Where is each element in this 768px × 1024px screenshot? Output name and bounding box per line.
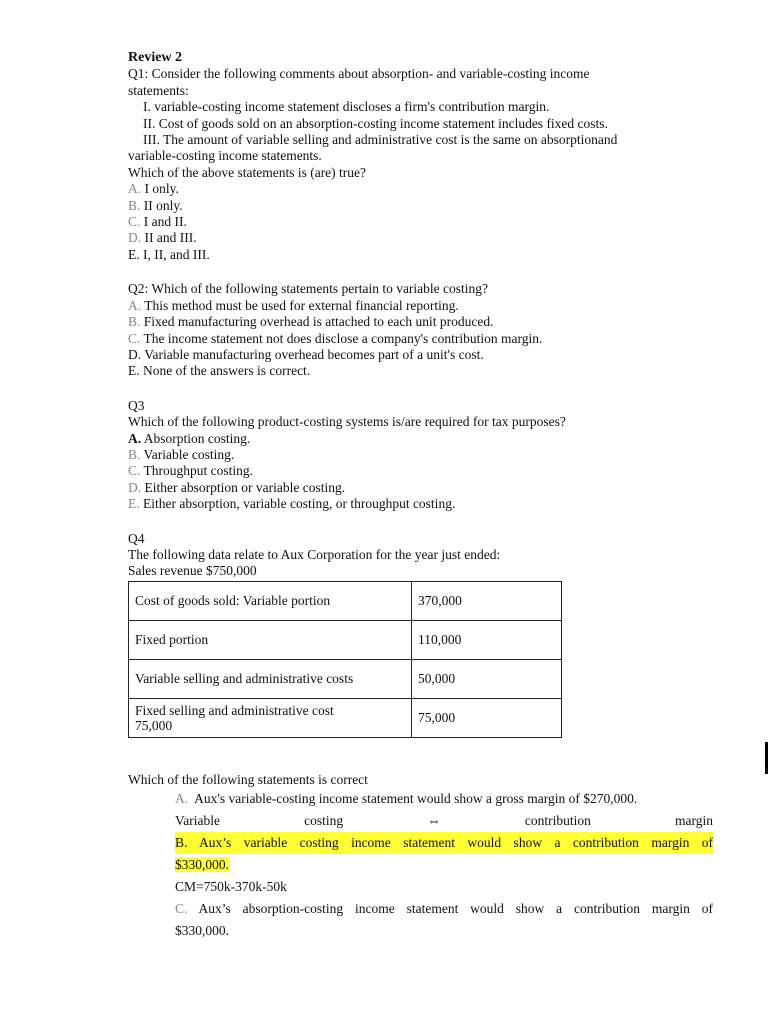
q2-option-a (128, 298, 718, 314)
option-text: Absorption costing. (143, 430, 251, 446)
question-3 (128, 398, 718, 513)
option-letter: B. (128, 314, 141, 330)
q2-option-e (128, 363, 718, 379)
option-line (175, 898, 713, 920)
q4-option-c-cont: $330,000. (175, 923, 229, 939)
q3-option-d (128, 480, 718, 496)
option-letter: D. (128, 346, 142, 362)
option-text: Either absorption, variable costing, or throughput costing. (143, 496, 456, 512)
option-letter: E. (128, 496, 140, 512)
table-cell-item-line: 75,000 (135, 717, 173, 733)
q4-option-b-cont (175, 854, 713, 876)
option-text: I and II. (143, 214, 187, 230)
note-word: margin (674, 813, 713, 829)
option-letter: D. (128, 479, 142, 495)
q3-option-c (128, 463, 718, 479)
q4-options (128, 788, 713, 942)
table-row (129, 620, 562, 659)
option-letter: A. (128, 430, 142, 446)
q1-option-b (128, 198, 718, 214)
option-letter: E. (128, 246, 140, 262)
doc-title: Review 2 (128, 50, 183, 65)
option-letter: C. (128, 330, 141, 346)
document-page (128, 50, 718, 942)
table-cell-item (129, 698, 412, 737)
option-text: Throughput costing. (143, 463, 254, 479)
note-word: contribution (524, 813, 591, 829)
option-text: The income statement not does disclose a company's contribution margin. (143, 330, 543, 346)
table-cell-value: 370,000 (412, 581, 562, 620)
q1-statement-1: I. variable-costing income statement discloses a firm's contribution margin. (143, 99, 550, 115)
table-row (129, 698, 562, 737)
option-letter: D. (128, 230, 142, 246)
option-letter: C. (175, 901, 188, 917)
option-letter: A. (128, 297, 142, 313)
q1-statement-3: III. The amount of variable selling and administrative cost is the same on absorptionand (143, 132, 618, 148)
q1-statement-3-cont: variable-costing income statements. (128, 148, 322, 164)
q2-option-d (128, 347, 718, 363)
option-letter: B. (128, 197, 141, 213)
q1-stem-cont: statements: (128, 82, 189, 98)
table-cell-value: 50,000 (412, 659, 562, 698)
note-word: Variable (175, 813, 220, 829)
option-text: II only. (143, 197, 183, 213)
option-text: Fixed manufacturing overhead is attached to each unit produced. (143, 314, 494, 330)
cost-data-table (128, 581, 562, 738)
question-4 (128, 531, 718, 943)
q4-label: Q4 (128, 530, 145, 546)
option-text: I only. (144, 181, 179, 197)
question-1 (128, 66, 718, 263)
table-cell-item: Cost of goods sold: Variable portion (129, 581, 412, 620)
option-letter: C. (128, 214, 141, 230)
q2-stem: Q2: Which of the following statements pertain to variable costing? (128, 281, 489, 297)
q4-sales-revenue: Sales revenue $750,000 (128, 563, 257, 579)
q4-option-b (175, 832, 713, 854)
q3-option-e (128, 496, 718, 512)
option-text: This method must be used for external financial reporting. (144, 297, 459, 313)
option-text: None of the answers is correct. (143, 363, 311, 379)
table-cell-item: Variable selling and administrative costs (129, 659, 412, 698)
q1-statement-2: II. Cost of goods sold on an absorption-costing income statement includes fixed costs. (143, 115, 608, 131)
q3-option-a (128, 431, 718, 447)
option-text: Either absorption or variable costing. (144, 479, 346, 495)
option-text: Aux’s absorption-costing income statement would show a contribution margin of (198, 901, 713, 917)
q1-option-c (128, 214, 718, 230)
q4-calc: CM=750k-370k-50k (175, 879, 287, 895)
q4-option-a (175, 788, 713, 810)
option-letter: A. (128, 181, 142, 197)
option-text: Aux's variable-costing income statement would show a gross margin of $270,000. (194, 791, 638, 807)
q3-option-b (128, 447, 718, 463)
q1-option-a (128, 181, 718, 197)
option-letter: B. (128, 446, 141, 462)
highlighted-answer: B. Aux’s variable costing income statement would show a contribution margin of (175, 832, 713, 854)
question-2 (128, 281, 718, 379)
option-letter: E. (128, 363, 140, 379)
q2-option-c (128, 331, 718, 347)
table-cell-value: 110,000 (412, 620, 562, 659)
q1-ask: Which of the above statements is (are) true? (128, 164, 367, 180)
option-letter: A. (175, 791, 189, 807)
q4-option-c (175, 898, 713, 920)
option-text: I, II, and III. (143, 246, 210, 262)
q2-option-b (128, 314, 718, 330)
option-text: Variable costing. (143, 446, 235, 462)
q3-label: Q3 (128, 397, 145, 413)
q4-ask: Which of the following statements is correct (128, 771, 368, 787)
highlighted-answer-cont: $330,000. (175, 857, 229, 873)
q1-option-e (128, 247, 718, 263)
note-word: costing (304, 813, 344, 829)
table-cell-item-line: Fixed selling and administrative cost (135, 702, 334, 718)
q4-stem: The following data relate to Aux Corporation for the year just ended: (128, 546, 501, 562)
option-text: Variable manufacturing overhead becomes part of a unit's cost. (144, 346, 484, 362)
table-row (129, 659, 562, 698)
q4-note (175, 810, 713, 832)
option-letter: C. (128, 463, 141, 479)
table-cell-value: 75,000 (412, 698, 562, 737)
table-row (129, 581, 562, 620)
q1-stem: Q1: Consider the following comments about absorption- and variable-costing income (128, 66, 590, 82)
q3-stem: Which of the following product-costing systems is/are required for tax purposes? (128, 414, 566, 430)
table-cell-item: Fixed portion (129, 620, 412, 659)
q1-option-d (128, 230, 718, 246)
option-text: II and III. (144, 230, 197, 246)
double-arrow-icon: ⇔ (427, 813, 441, 829)
